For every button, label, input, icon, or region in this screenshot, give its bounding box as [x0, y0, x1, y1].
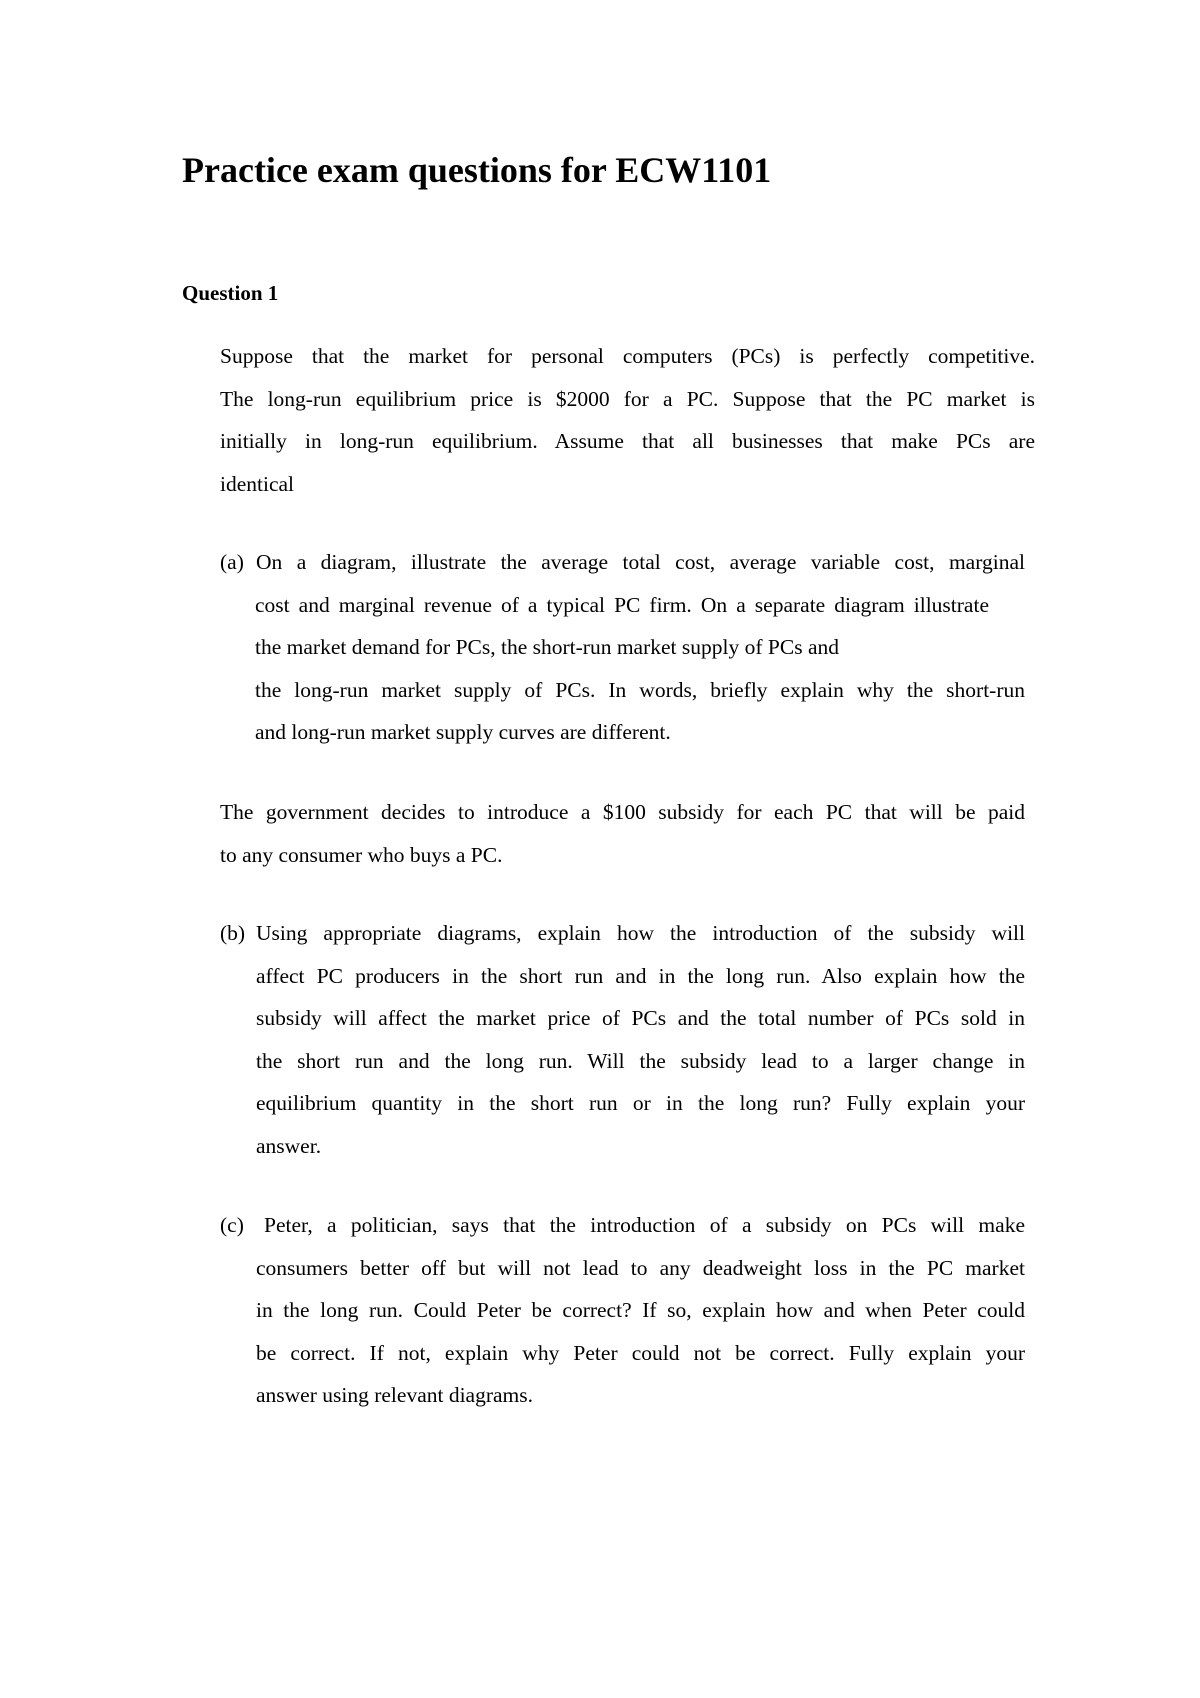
- paragraph-line: and long-run market supply curves are different.: [255, 720, 671, 744]
- paragraph-line: to any consumer who buys a PC.: [220, 842, 503, 867]
- paragraph-line: Using appropriate diagrams, explain how the introduction of the subsidy will: [256, 921, 1025, 945]
- paragraph-line: answer.: [256, 1133, 322, 1158]
- paragraph-line: the long-run market supply of PCs. In words, briefly explain why the short-run: [255, 677, 1025, 702]
- paragraph-line: affect PC producers in the short run and in the long run. Also explain how the: [256, 963, 1025, 988]
- subsidy-paragraph: [220, 791, 1025, 876]
- intro-paragraph: [220, 335, 1035, 505]
- paragraph-line: the short run and the long run. Will the subsidy lead to a larger change in: [256, 1048, 1025, 1073]
- question-part-c: [220, 1204, 1025, 1417]
- question-heading: Question 1: [182, 281, 279, 305]
- part-marker: (c): [220, 1213, 244, 1237]
- paragraph-line: identical: [220, 471, 295, 496]
- paragraph-line: initially in long-run equilibrium. Assume that all businesses that make PCs are: [220, 429, 1035, 453]
- paragraph-line: in the long run. Could Peter be correct? If so, explain how and when Peter could: [256, 1298, 1025, 1322]
- part-marker: (a): [220, 550, 244, 574]
- question-part-b: [220, 912, 1025, 1167]
- paragraph-line: Peter, a politician, says that the introduction of a subsidy on PCs will make: [264, 1213, 1025, 1237]
- paragraph-line: subsidy will affect the market price of PCs and the total number of PCs sold in: [256, 1006, 1025, 1030]
- paragraph-line: On a diagram, illustrate the average total cost, average variable cost, marginal: [256, 550, 1025, 574]
- paragraph-line: The government decides to introduce a $100 subsidy for each PC that will be paid: [220, 800, 1025, 824]
- part-marker: (b): [220, 921, 246, 945]
- paragraph-line: cost and marginal revenue of a typical PC firm. On a separate diagram illustrate: [255, 592, 989, 617]
- question-part-a: [220, 541, 1025, 754]
- paragraph-line: the market demand for PCs, the short-run market supply of PCs and: [255, 635, 839, 659]
- paragraph-line: answer using relevant diagrams.: [256, 1383, 534, 1407]
- page-title: Practice exam questions for ECW1101: [182, 150, 772, 190]
- paragraph-line: equilibrium quantity in the short run or in the long run? Fully explain your: [256, 1091, 1025, 1115]
- paragraph-line: Suppose that the market for personal computers (PCs) is perfectly competitive.: [220, 344, 1035, 368]
- paragraph-line: consumers better off but will not lead to any deadweight loss in the PC market: [256, 1255, 1025, 1280]
- paragraph-line: The long-run equilibrium price is $2000 for a PC. Suppose that the PC market is: [220, 386, 1035, 411]
- paragraph-line: be correct. If not, explain why Peter could not be correct. Fully explain your: [256, 1340, 1025, 1365]
